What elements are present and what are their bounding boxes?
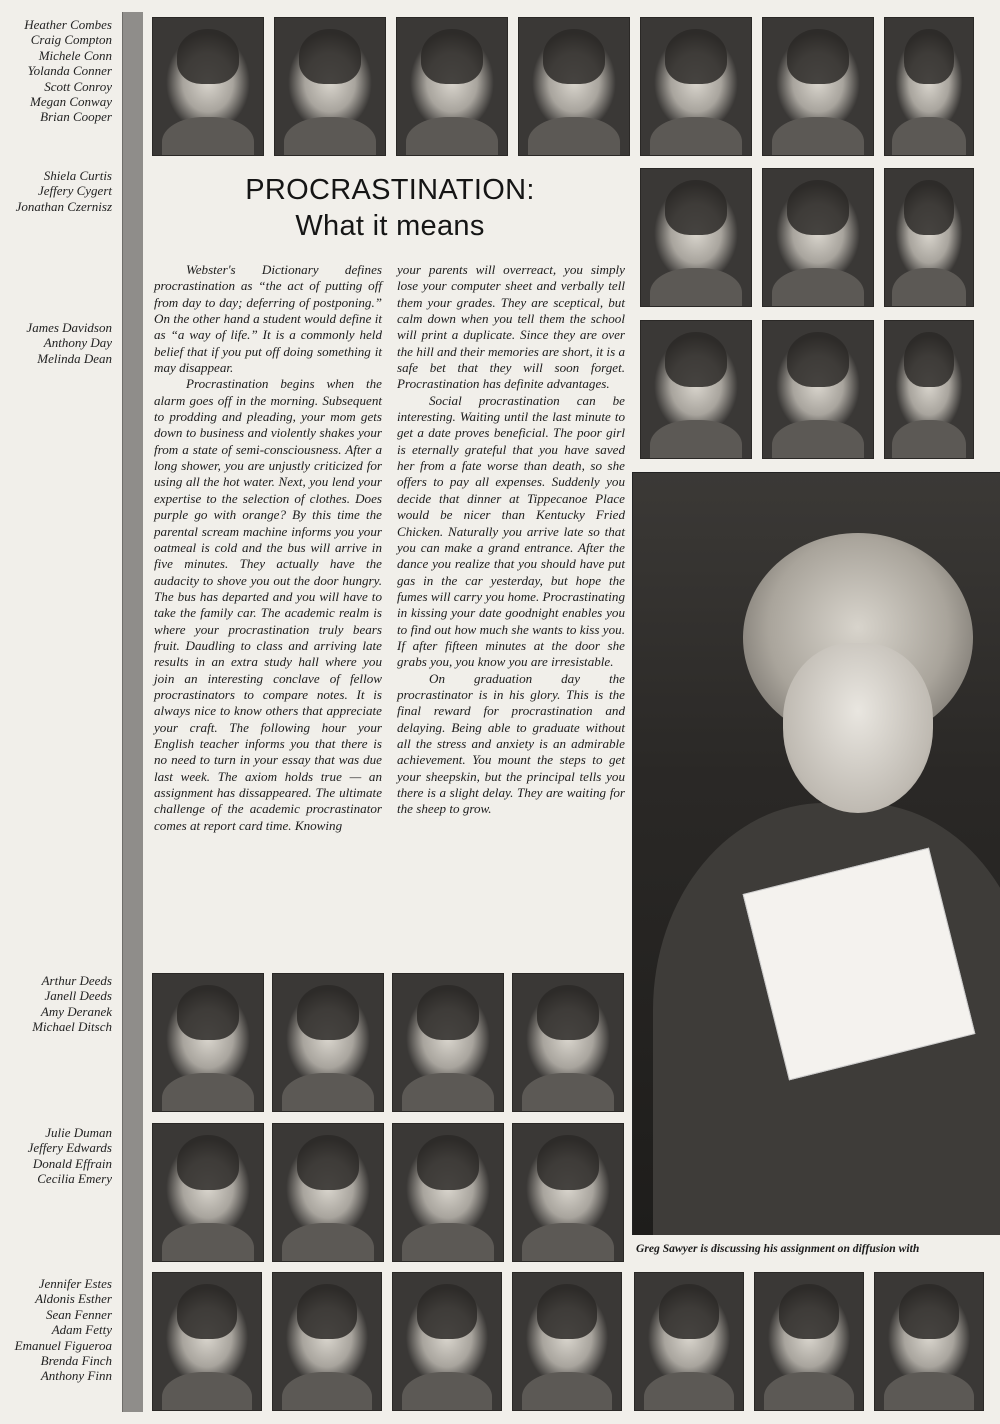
sidebar-strip — [122, 12, 143, 1412]
student-name: Melinda Dean — [37, 350, 112, 366]
portrait-photo — [272, 1272, 382, 1411]
portrait-photo — [152, 17, 264, 156]
article-headline — [152, 172, 628, 244]
portrait-photo — [640, 320, 752, 459]
photo-caption: Greg Sawyer is discussing his assignment on diffusion with — [636, 1242, 920, 1255]
portrait-photo — [884, 168, 974, 307]
student-name: Jeffery Cygert — [38, 183, 112, 199]
article-paragraph: On graduation day the procrastinator is in his glory. This is the final reward for procrastination and delaying. Being able to graduate without all the stress and anxiety is an admirable achievement. You mount the steps to get your sheepskin, but the principal tells you there is a slight delay. They are waiting for the sheep to grow. — [397, 670, 625, 817]
portrait-photo — [518, 17, 630, 156]
student-name: Julie Duman — [45, 1125, 112, 1140]
portrait-photo — [762, 168, 874, 307]
student-name: Michele Conn — [38, 47, 112, 63]
portrait-photo — [512, 973, 624, 1112]
portrait-photo — [512, 1123, 624, 1262]
article-paragraph: Webster's Dictionary defines procrastination as “the act of putting off from day to day; deferring of postponing.” On the other hand a student would define it as “a way of life.” It is a commonly held belief that if you put off doing something it may disappear. — [154, 262, 382, 376]
portrait-photo — [272, 973, 384, 1112]
portrait-photo — [392, 1123, 504, 1262]
name-list-group3 — [0, 320, 112, 366]
student-name: Sean Fenner — [45, 1306, 112, 1322]
student-name: Jennifer Estes — [38, 1276, 112, 1291]
name-list-group2 — [0, 168, 112, 214]
portrait-photo — [640, 168, 752, 307]
name-list-group4 — [0, 973, 112, 1035]
article-paragraph: Social procrastination can be interesting. Waiting until the last minute to get a date proves beneficial. The poor girl is eternally grateful that you have saved her from a fate worse than death, so she offers to pay all expenses. Suddenly you decide that dinner at Tippecanoe Place would be nicer than Kentucky Fried Chicken. Naturally you arrive late so that you can make a grand entrance. After the dance you realize that you should have put gas in the car yesterday, but hope the fumes will carry you home. Procrastinating in kissing your date goodnight enables you to find out how much she wants to kiss you. If after fifteen minutes at the door she grabs you, you know you are irresistable. — [397, 392, 625, 670]
student-name: Aldonis Esther — [35, 1291, 112, 1307]
headline-line2: What it means — [295, 210, 485, 242]
student-name: Emanuel Figueroa — [14, 1337, 112, 1353]
student-name: Arthur Deeds — [41, 973, 112, 988]
student-name: Cecilia Emery — [37, 1171, 112, 1187]
portrait-photo — [274, 17, 386, 156]
portrait-photo — [152, 1272, 262, 1411]
article-paragraph: your parents will overreact, you simply lose your computer sheet and verbally tell them your grades. They are sceptical, but calm down when you tell them the school will print a duplicate. Since they are over the hill and their memories are short, it is a safe bet that they will soon forget. Procrastination has definite advantages. — [397, 262, 625, 392]
student-name: Brian Cooper — [40, 109, 112, 125]
portrait-photo — [884, 17, 974, 156]
portrait-photo — [396, 17, 508, 156]
article-column-right — [397, 262, 625, 818]
student-name: Adam Fetty — [51, 1322, 112, 1338]
portrait-photo — [272, 1123, 384, 1262]
article-column-left — [154, 262, 382, 834]
student-name: Yolanda Conner — [27, 63, 112, 79]
name-list-group5 — [0, 1125, 112, 1187]
portrait-photo — [152, 973, 264, 1112]
student-name: Shiela Curtis — [43, 168, 112, 183]
name-list-group1 — [0, 17, 112, 125]
student-name: Craig Compton — [30, 32, 112, 48]
portrait-photo — [152, 1123, 264, 1262]
portrait-photo — [392, 973, 504, 1112]
student-name: Anthony Finn — [40, 1368, 112, 1384]
student-name: James Davidson — [26, 320, 112, 335]
portrait-photo — [754, 1272, 864, 1411]
student-name: Amy Deranek — [40, 1003, 112, 1019]
student-name: Janell Deeds — [44, 988, 112, 1004]
student-name: Scott Conroy — [44, 78, 112, 94]
portrait-photo — [392, 1272, 502, 1411]
photo-face-shape — [783, 643, 933, 813]
student-name: Anthony Day — [43, 335, 112, 351]
portrait-photo — [762, 17, 874, 156]
student-name: Heather Combes — [24, 17, 112, 32]
student-name: Brenda Finch — [40, 1353, 112, 1369]
student-name: Jonathan Czernisz — [15, 198, 112, 214]
portrait-photo — [640, 17, 752, 156]
feature-photo — [632, 472, 1000, 1235]
portrait-photo — [874, 1272, 984, 1411]
portrait-photo — [512, 1272, 622, 1411]
portrait-photo — [762, 320, 874, 459]
portrait-photo — [884, 320, 974, 459]
student-name: Jeffery Edwards — [27, 1140, 112, 1156]
student-name: Michael Ditsch — [32, 1019, 112, 1035]
name-list-group6 — [0, 1276, 112, 1384]
portrait-photo — [634, 1272, 744, 1411]
student-name: Megan Conway — [30, 94, 112, 110]
article-paragraph: Procrastination begins when the alarm goes off in the morning. Subsequent to prodding and pleading, your mom gets down to business and violently shakes your from a state of semi-consciousness. After a long shower, you are unjustly criticized for using all the hot water. Next, you lend your expertise to the selection of clothes. Does purple go with orange? By this time the parental scream machine informs you your oatmeal is cold and the bus will arrive in five minutes. They actually have the audacity to shove you out the door hungry. The bus has departed and you will have to take the family car. The academic realm is where your procrastination truly bears fruit. Daudling to class and arriving late results in an extra study hall where you join an interesting conclave of fellow procrastinators to compare notes. It is always nice to know others that appreciate your craft. The following hour your English teacher informs you that there is no need to turn in your essay that was due last week. The axiom holds true — an assignment has dissappeared. The ultimate challenge of the academic procrastinator comes at report card time. Knowing — [154, 376, 382, 833]
student-name: Donald Effrain — [32, 1155, 112, 1171]
headline-line1: PROCRASTINATION: — [245, 174, 535, 206]
